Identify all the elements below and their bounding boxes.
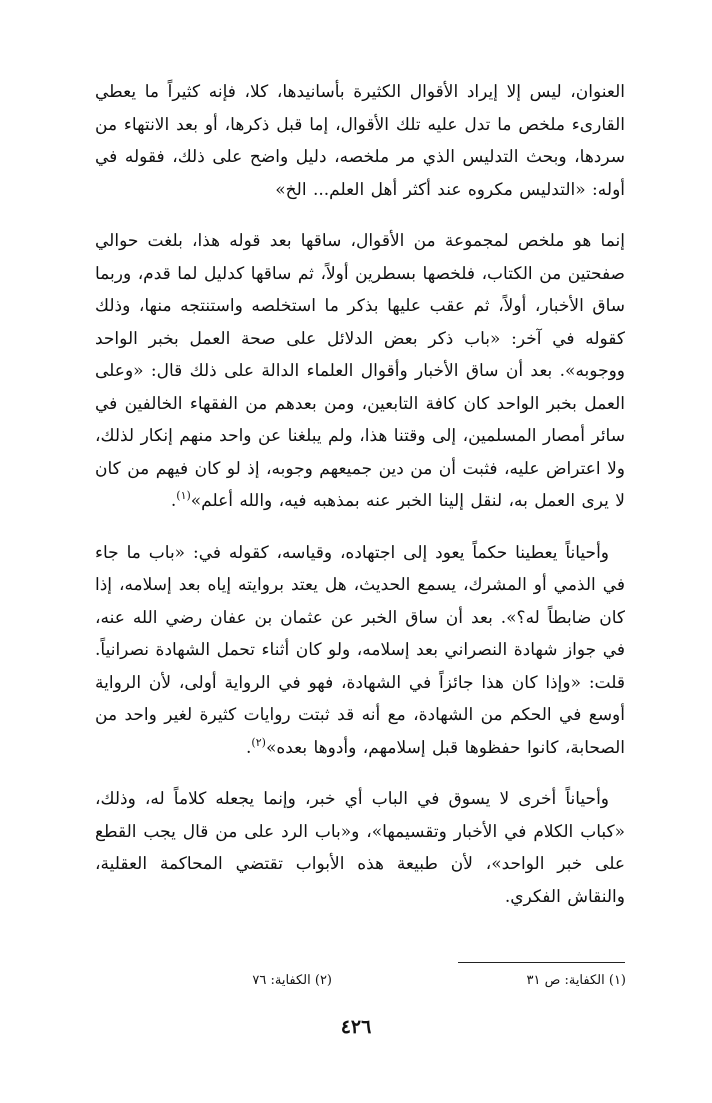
page-number: ٤٢٦ <box>340 1016 372 1038</box>
paragraph-2-tail: . <box>170 491 177 511</box>
paragraph-1: العنوان، ليس إلا إيراد الأقوال الكثيرة بأسانيدها، كلا، فإنه كثيراً ما يعطي القارىء ملخص ما تدل عليه تلك الأقوال، إما قبل ذكرها، أو بعد الانتهاء من سردها، وبحث التدليس الذي مر ملخصه، دليل واضح على ذلك، فقوله في أوله: «التدليس مكروه عند أكثر أهل العلم... الخ» <box>95 82 626 200</box>
paragraph-2-text: إنما هو ملخص لمجموعة من الأقوال، ساقها بعد قوله هذا، بلغت حوالي صفحتين من الكتاب، فلخصها بسطرين أولاً، ثم ساقها كدليل لما قدم، وربما ساق الأخبار، أولاً، ثم عقب عليها بذكر ما استخلصه واستنتجه منها، وذلك كقوله في آخر: «باب ذكر بعض الدلائل على صحة العمل بخبر الواحد ووجوبه». بعد أن ساق الأخبار وأقوال العلماء الدالة على ذلك قال: «وعلى العمل بخبر الواحد كان كافة التابعين، ومن بعدهم من الفقهاء الخالفين في سائر أمصار المسلمين، إلى وقتنا هذا، ولم يبلغنا عن واحد منهم إنكار لذلك، ولا اعتراض عليه، فثبت أن من دين جميعهم وجوبه، إذ لو كان فيهم من كان لا يرى العمل به، لنقل إلينا الخبر عنه بمذهبه فيه، والله أعلم» <box>95 231 625 511</box>
paragraph-4: وأحياناً أخرى لا يسوق في الباب أي خبر، وإنما يجعله كلاماً له، وذلك، «كباب الكلام في الأخبار وتقسيمها»، و«باب الرد على من قال يجب القطع على خبر الواحد»، لأن طبيعة هذه الأبواب تقتضي المحاكمة العقلية، والنقاش الفكري. <box>95 789 625 907</box>
footnote-marker-2: (٢) <box>251 735 266 749</box>
paragraph-3-tail: . <box>246 737 252 758</box>
paragraph-3-text: وأحياناً يعطينا حكماً يعود إلى اجتهاده، وقياسه، كقوله في: «باب ما جاء في الذمي أو المشرك، يسمع الحديث، هل يعتد بروايته إياه بعد إسلامه، إذا كان ضابطاً له؟». بعد أن ساق الخبر عن عثمان بن عفان رضي الله عنه، في جواز شهادة النصراني بعد إسلامه، ولو كان أثناء تحمل الشهادة نصرانياً. قلت: «وإذا كان هذا جائزاً في الشهادة، فهو في الرواية أولى، لأن الرواية أوسع في الحكم من الشهادة، مع أنه قد ثبتت روايات كثيرة لغير واحد من الصحابة، كانوا حفظوها قبل إسلامهم، وأدوها بعده» <box>95 542 625 758</box>
body-text <box>95 76 625 932</box>
paragraph-3 <box>95 537 625 765</box>
paragraph-2 <box>95 225 625 518</box>
footnote-marker-1: (١) <box>176 489 191 502</box>
footnote-2: (٢) الكفاية: ٧٦ <box>252 973 332 988</box>
footnote-divider <box>458 962 625 963</box>
footnote-1: (١) الكفاية: ص ٣١ <box>526 973 626 988</box>
